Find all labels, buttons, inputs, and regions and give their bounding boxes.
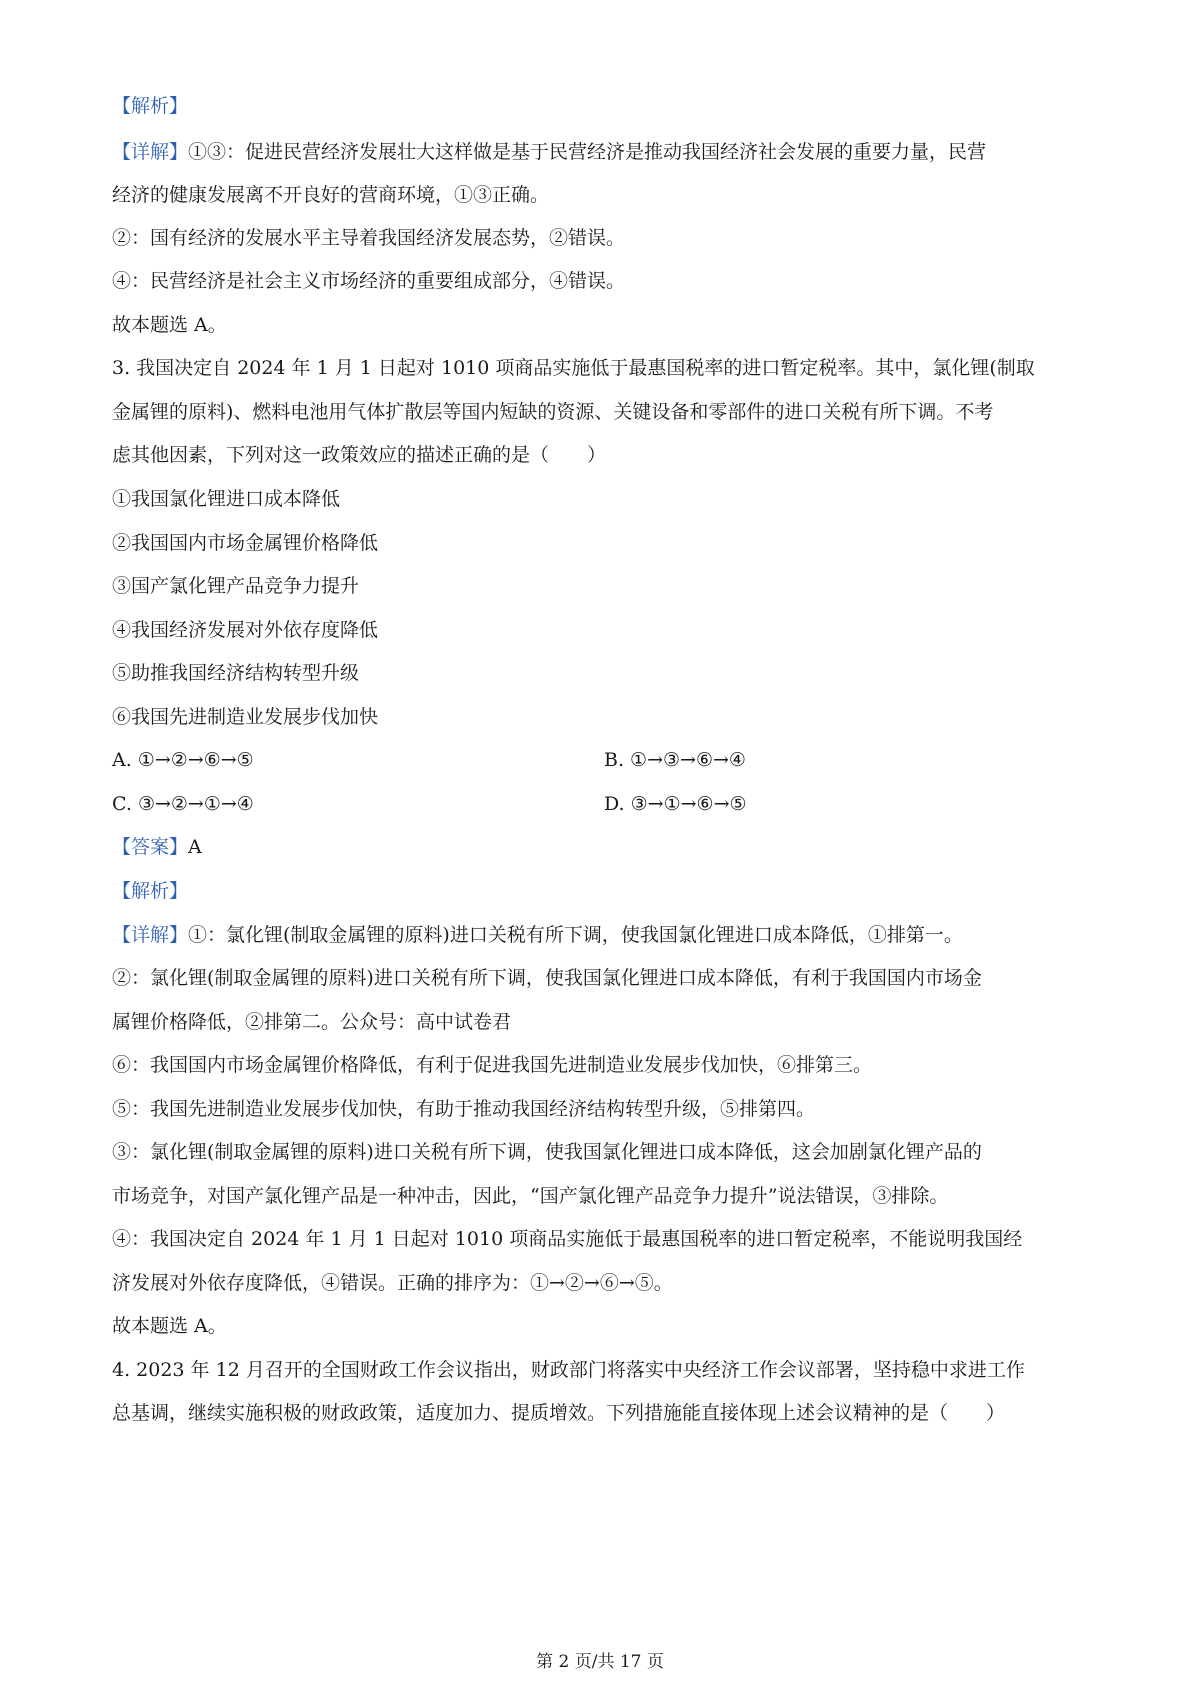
detail-text-line: ④：我国决定自 2024 年 1 月 1 日起对 1010 项商品实施低于最惠国税率的进口暂定税率，不能说明我国经 (112, 1228, 1023, 1250)
detail-text-line: 经济的健康发展离不开良好的营商环境，①③正确。 (112, 184, 550, 206)
detail-text-line: ②：氯化锂(制取金属锂的原料)进口关税有所下调，使我国氯化锂进口成本降低，有利于我国国内市场金 (112, 967, 982, 989)
question-3-stem-line: 虑其他因素，下列对这一政策效应的描述正确的是（ ） (112, 444, 607, 466)
detail-text-line: ⑤：我国先进制造业发展步伐加快，有助于推动我国经济结构转型升级，⑤排第四。 (112, 1098, 816, 1120)
detail-tag: 【详解】 (112, 141, 189, 163)
detail-text-line: 济发展对外依存度降低，④错误。正确的排序为：①→②→⑥→⑤。 (112, 1272, 673, 1294)
statement-1: ①我国氯化锂进口成本降低 (112, 488, 341, 510)
analysis-heading: 【解析】 (112, 95, 189, 117)
detail-text-line: ④：民营经济是社会主义市场经济的重要组成部分，④错误。 (112, 270, 626, 292)
detail-tag: 【详解】 (112, 924, 189, 946)
option-d: D. ③→①→⑥→⑤ (604, 793, 747, 815)
detail-text-line: ③：氯化锂(制取金属锂的原料)进口关税有所下调，使我国氯化锂进口成本降低，这会加剧氯化锂产品的 (112, 1141, 982, 1163)
conclusion-line: 故本题选 A。 (112, 1315, 227, 1337)
question-3-stem-line: 3. 我国决定自 2024 年 1 月 1 日起对 1010 项商品实施低于最惠国税率的进口暂定税率。其中，氯化锂(制取 (112, 357, 1035, 379)
detail-text-line: ⑥：我国国内市场金属锂价格降低，有利于促进我国先进制造业发展步伐加快，⑥排第三。 (112, 1054, 873, 1076)
statement-6: ⑥我国先进制造业发展步伐加快 (112, 706, 379, 728)
analysis-heading: 【解析】 (112, 880, 189, 902)
option-c: C. ③→②→①→④ (112, 793, 254, 815)
option-a: A. ①→②→⑥→⑤ (112, 749, 254, 771)
detail-paragraph-line (112, 138, 1102, 166)
statement-2: ②我国国内市场金属锂价格降低 (112, 532, 379, 554)
detail-text-line: 市场竞争，对国产氯化锂产品是一种冲击，因此，“国产氯化锂产品竞争力提升”说法错误，③排除。 (112, 1185, 949, 1207)
question-4-stem-line: 总基调，继续实施积极的财政政策，适度加力、提质增效。下列措施能直接体现上述会议精神的是（ ） (112, 1402, 1006, 1424)
statement-5: ⑤助推我国经济结构转型升级 (112, 662, 360, 684)
detail-text-line: ②：国有经济的发展水平主导着我国经济发展态势，②错误。 (112, 227, 626, 249)
question-3-stem-line: 金属锂的原料)、燃料电池用气体扩散层等国内短缺的资源、关键设备和零部件的进口关税有所下调。不考 (112, 401, 994, 423)
statement-4: ④我国经济发展对外依存度降低 (112, 619, 379, 641)
question-4-stem-line: 4. 2023 年 12 月召开的全国财政工作会议指出，财政部门将落实中央经济工作会议部署，坚持稳中求进工作 (112, 1359, 1025, 1381)
detail-text-line: 属锂价格降低，②排第二。公众号：高中试卷君 (112, 1011, 512, 1033)
detail-text: ①：氯化锂(制取金属锂的原料)进口关税有所下调，使我国氯化锂进口成本降低，①排第一。 (188, 924, 963, 946)
answer-line (112, 833, 1102, 861)
conclusion-line: 故本题选 A。 (112, 314, 227, 336)
detail-paragraph-line (112, 921, 1102, 949)
statement-3: ③国产氯化锂产品竞争力提升 (112, 575, 360, 597)
option-b: B. ①→③→⑥→④ (604, 749, 746, 771)
answer-value: A (188, 836, 202, 858)
page-number-footer: 第 2 页/共 17 页 (536, 1652, 664, 1672)
detail-text: ①③：促进民营经济发展壮大这样做是基于民营经济是推动我国经济社会发展的重要力量，民营 (188, 141, 987, 163)
answer-tag: 【答案】 (112, 836, 189, 858)
